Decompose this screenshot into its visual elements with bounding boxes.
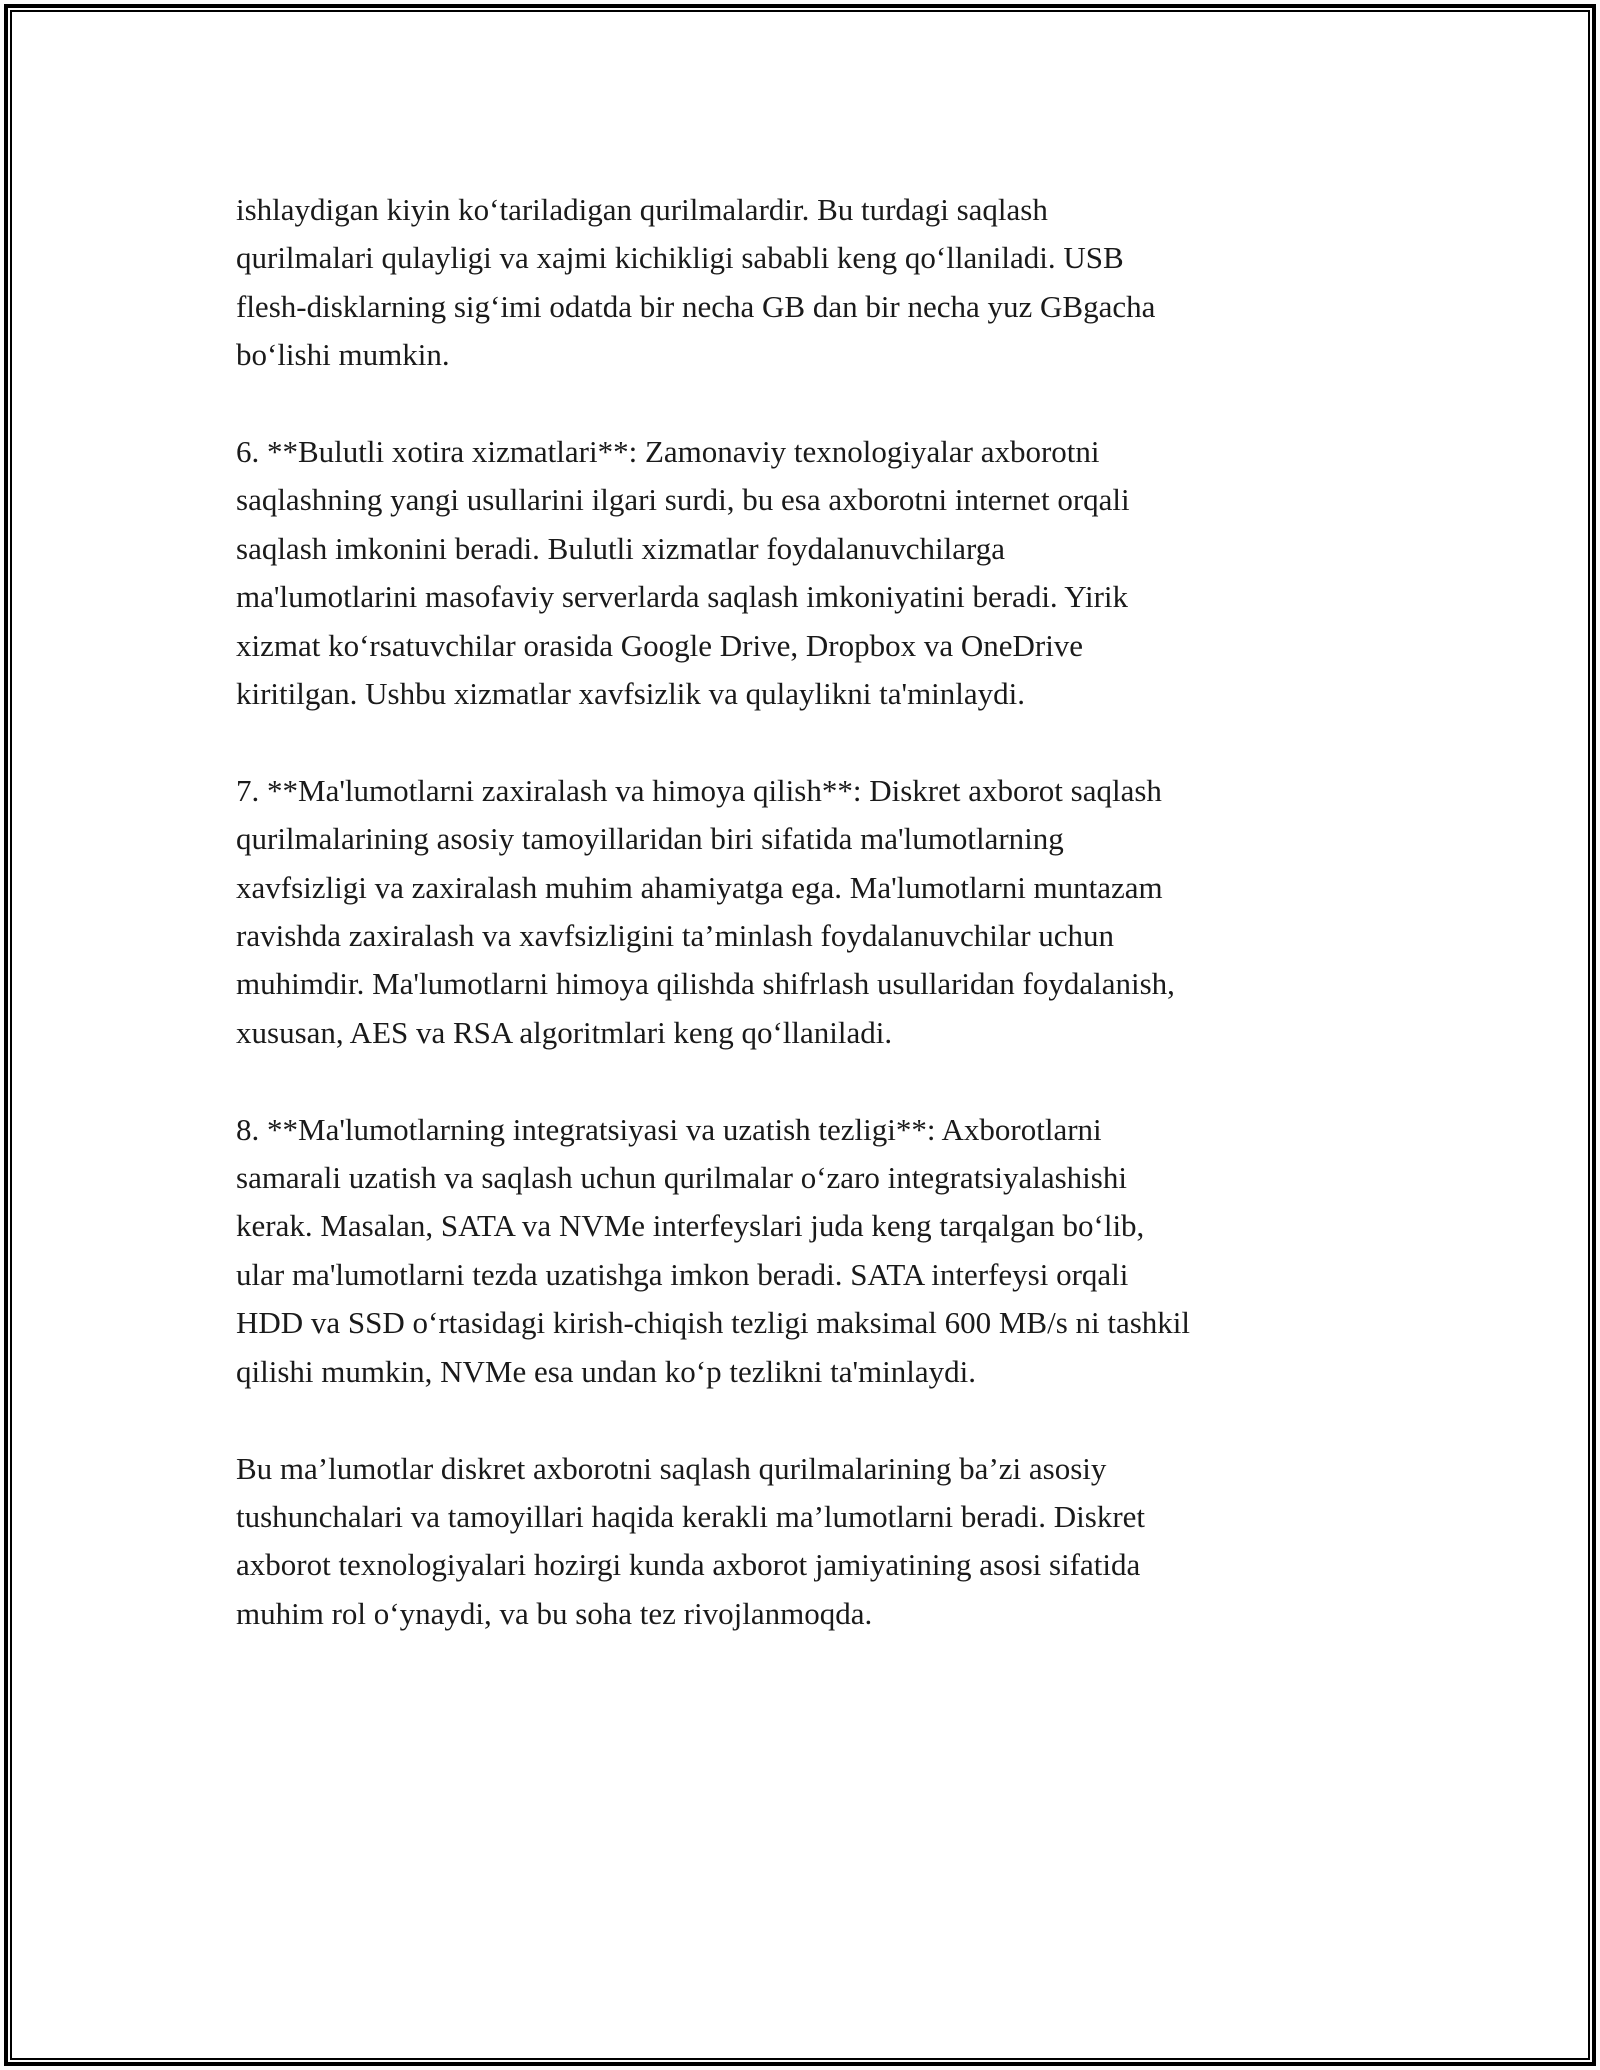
text-line: kerak. Masalan, SATA va NVMe interfeyslari juda keng tarqalgan bo‘lib, — [236, 1208, 1145, 1244]
text-line: 7. **Ma'lumotlarni zaxiralash va himoya qilish**: Diskret axborot saqlash — [236, 772, 1162, 808]
text-line: ravishda zaxiralash va xavfsizligini ta’minlash foydalanuvchilar uchun — [236, 918, 1115, 954]
text-line: xavfsizligi va zaxiralash muhim ahamiyatga ega. Ma'lumotlarni muntazam — [236, 869, 1163, 905]
text-line: samarali uzatish va saqlash uchun qurilmalar o‘zaro integratsiyalashishi — [236, 1160, 1127, 1196]
text-line: ishlaydigan kiyin ko‘tariladigan qurilmalardir. Bu turdagi saqlash — [236, 192, 1048, 227]
text-line: flesh-disklarning sig‘imi odatda bir necha GB dan bir necha yuz GBgacha — [236, 288, 1156, 324]
text-line: saqlash imkonini beradi. Bulutli xizmatlar foydalanuvchilarga — [236, 530, 1006, 566]
text-line: ular ma'lumotlarni tezda uzatishga imkon beradi. SATA interfeysi orqali — [236, 1256, 1129, 1292]
text-line: tushunchalari va tamoyillari haqida kerakli ma’lumotlarni beradi. Diskret — [236, 1498, 1146, 1534]
text-line: muhim rol o‘ynaydi, va bu soha tez rivojlanmoqda. — [236, 1595, 873, 1631]
text-line: axborot texnologiyalari hozirgi kunda axborot jamiyatining asosi sifatida — [236, 1547, 1141, 1583]
text-line: xizmat ko‘rsatuvchilar orasida Google Drive, Dropbox va OneDrive — [236, 627, 1084, 663]
text-line: kiritilgan. Ushbu xizmatlar xavfsizlik va qulaylikni ta'minlaydi. — [236, 676, 1026, 712]
paragraph-cloud-storage — [236, 428, 1386, 718]
paragraph-usb-flash — [236, 186, 1386, 380]
text-line: qurilmalari qulayligi va xajmi kichikligi sababli keng qo‘llaniladi. USB — [236, 240, 1124, 276]
text-line: 6. **Bulutli xotira xizmatlari**: Zamonaviy texnologiyalar axborotni — [236, 434, 1100, 470]
text-line: ma'lumotlarini masofaviy serverlarda saqlash imkoniyatini beradi. Yirik — [236, 579, 1129, 615]
text-line: qurilmalarining asosiy tamoyillaridan biri sifatida ma'lumotlarning — [236, 821, 1064, 857]
text-line: qilishi mumkin, NVMe esa undan ko‘p tezlikni ta'minlaydi. — [236, 1353, 977, 1389]
text-line: 8. **Ma'lumotlarning integratsiyasi va uzatish tezligi**: Axborotlarni — [236, 1111, 1102, 1147]
paragraph-backup-protection — [236, 767, 1386, 1057]
text-line: muhimdir. Ma'lumotlarni himoya qilishda shifrlash usullaridan foydalanish, — [236, 966, 1175, 1002]
paragraph-conclusion — [236, 1445, 1386, 1639]
text-line: HDD va SSD o‘rtasidagi kirish-chiqish tezligi maksimal 600 MB/s ni tashkil — [236, 1305, 1191, 1341]
text-line: Bu ma’lumotlar diskret axborotni saqlash qurilmalarining ba’zi asosiy — [236, 1450, 1107, 1486]
text-line: xususan, AES va RSA algoritmlari keng qo‘llaniladi. — [236, 1014, 893, 1050]
document-body — [236, 186, 1386, 1687]
text-line: bo‘lishi mumkin. — [236, 337, 450, 373]
text-line: saqlashning yangi usullarini ilgari surdi, bu esa axborotni internet orqali — [236, 482, 1130, 518]
paragraph-integration-speed — [236, 1106, 1386, 1396]
